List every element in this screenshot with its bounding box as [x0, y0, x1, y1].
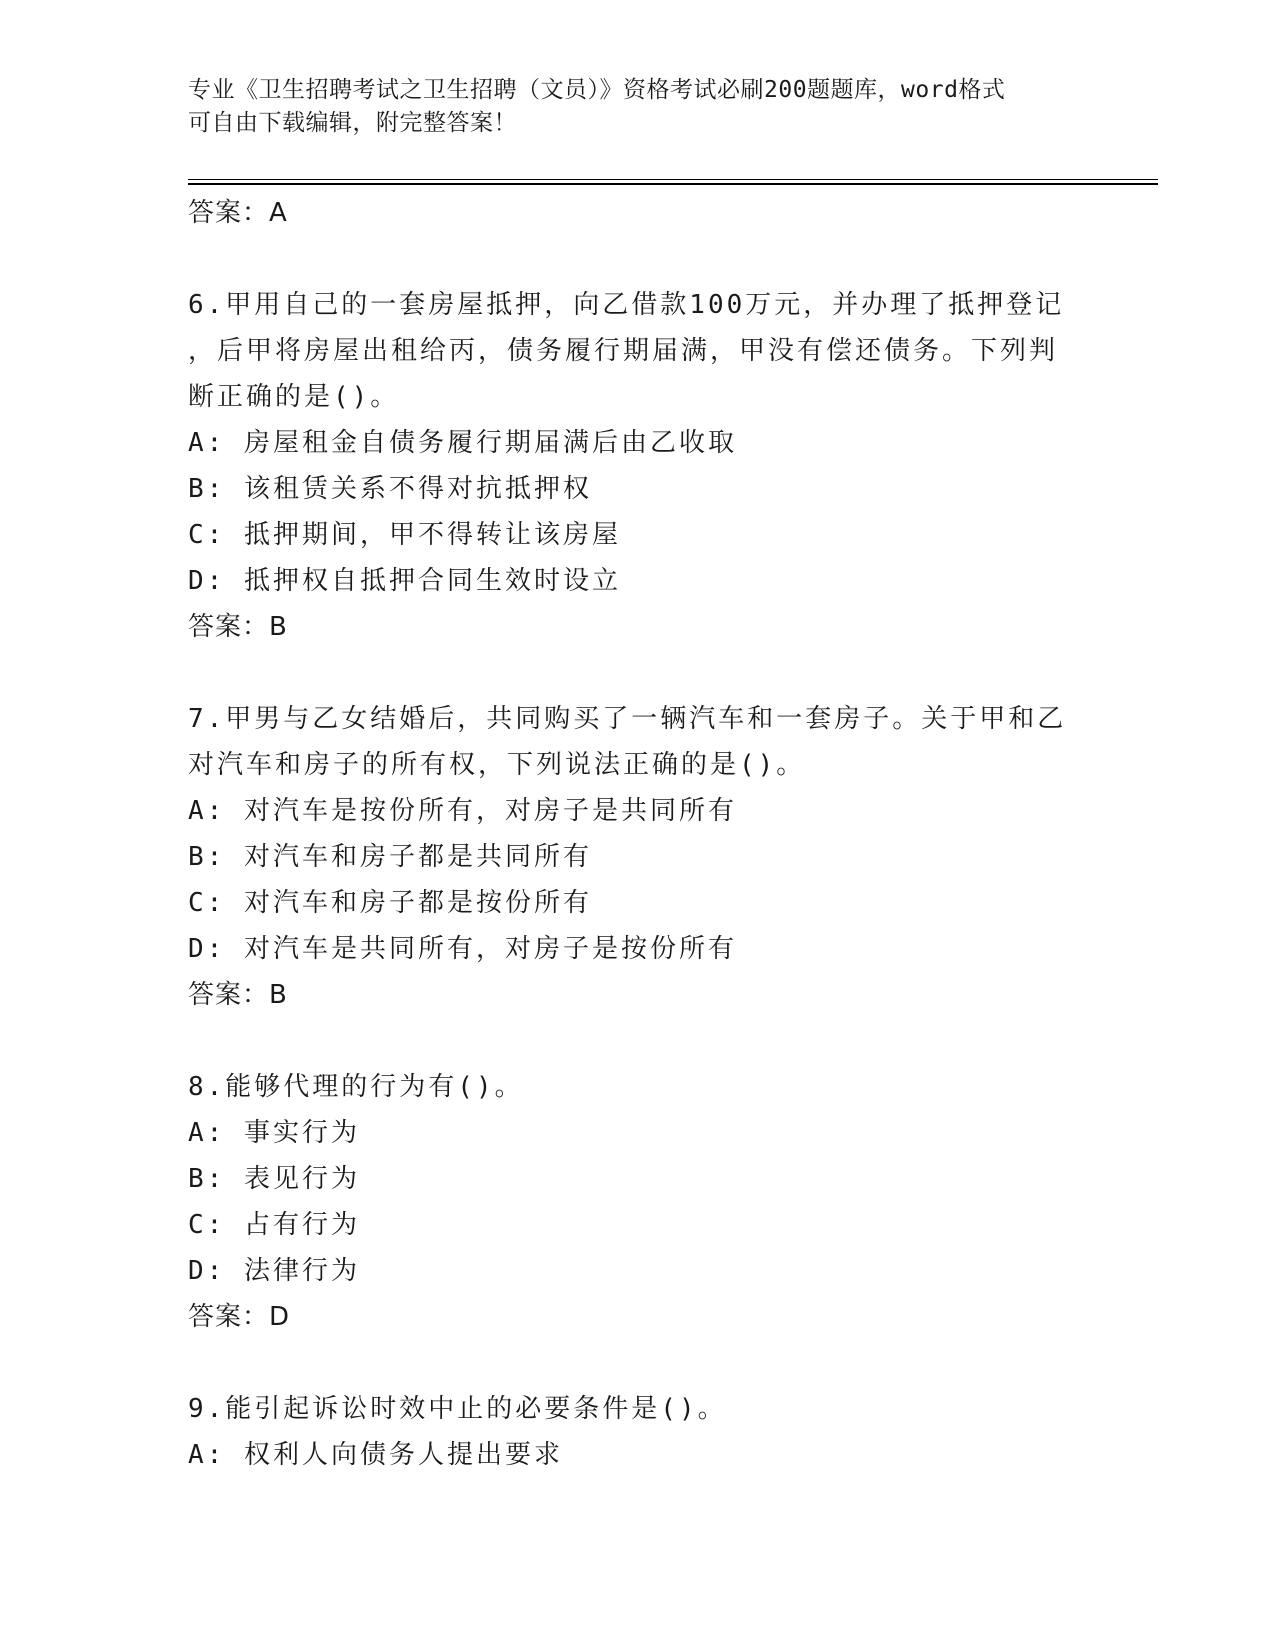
header-line-1: 专业《卫生招聘考试之卫生招聘（文员）》资格考试必刷200题题库，word格式 — [188, 77, 1006, 103]
question-block — [188, 1064, 1068, 1340]
option-d: D: 法律行为 — [188, 1256, 360, 1286]
question-stem-line: 断正确的是()。 — [188, 382, 400, 412]
option-a: A: 权利人向债务人提出要求 — [188, 1440, 563, 1470]
spacer — [188, 1018, 1068, 1064]
option-b: B: 表见行为 — [188, 1164, 360, 1194]
answer-label: 答案：D — [188, 1302, 291, 1332]
question-stem-line: ，后甲将房屋出租给丙，债务履行期届满，甲没有偿还债务。下列判 — [188, 336, 1059, 366]
question-block — [188, 696, 1068, 1018]
answer-label: 答案：B — [188, 980, 288, 1010]
question-stem-line: 6.甲用自己的一套房屋抵押，向乙借款100万元，并办理了抵押登记 — [188, 290, 1065, 320]
question-block — [188, 1386, 1068, 1478]
question-stem-line: 8.能够代理的行为有()。 — [188, 1072, 524, 1102]
answer-label: 答案：B — [188, 612, 288, 642]
option-c: C: 对汽车和房子都是按份所有 — [188, 888, 592, 918]
spacer — [188, 650, 1068, 696]
option-a: A: 事实行为 — [188, 1118, 360, 1148]
document-header — [188, 74, 1068, 140]
option-c: C: 占有行为 — [188, 1210, 360, 1240]
option-a: A: 房屋租金自债务履行期届满后由乙收取 — [188, 428, 737, 458]
header-line-2: 可自由下载编辑，附完整答案！ — [188, 110, 517, 136]
question-stem-line: 对汽车和房子的所有权，下列说法正确的是()。 — [188, 750, 806, 780]
header-divider-thin — [188, 179, 1158, 180]
header-divider-thick — [188, 183, 1158, 185]
option-b: B: 对汽车和房子都是共同所有 — [188, 842, 592, 872]
option-d: D: 抵押权自抵押合同生效时设立 — [188, 566, 621, 596]
document-body — [188, 190, 1068, 1478]
question-stem-line: 9.能引起诉讼时效中止的必要条件是()。 — [188, 1394, 727, 1424]
spacer — [188, 236, 1068, 282]
question-stem-line: 7.甲男与乙女结婚后，共同购买了一辆汽车和一套房子。关于甲和乙 — [188, 704, 1067, 734]
spacer — [188, 1340, 1068, 1386]
answer-label: 答案：A — [188, 198, 288, 228]
option-a: A: 对汽车是按份所有，对房子是共同所有 — [188, 796, 737, 826]
option-d: D: 对汽车是共同所有，对房子是按份所有 — [188, 934, 737, 964]
option-b: B: 该租赁关系不得对抗抵押权 — [188, 474, 592, 504]
option-c: C: 抵押期间，甲不得转让该房屋 — [188, 520, 621, 550]
question-block — [188, 282, 1068, 650]
